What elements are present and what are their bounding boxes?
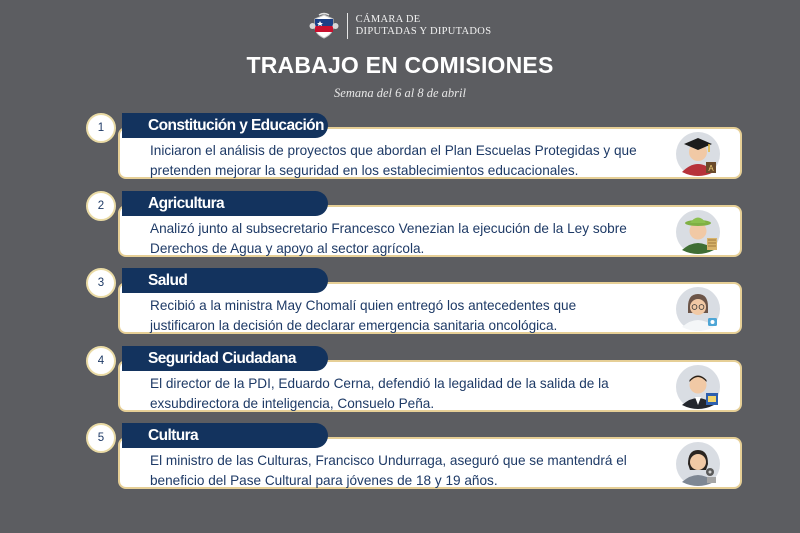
commission-tag [122, 113, 328, 138]
commission-item [86, 346, 748, 410]
commission-name: Constitución y Educación [148, 117, 324, 134]
commission-description [150, 141, 682, 181]
commission-name: Salud [148, 272, 188, 289]
description-line: justificaron la decisión de declarar emergencia sanitaria oncológica. [150, 318, 558, 333]
item-number: 1 [86, 113, 116, 143]
logo-line1: CÁMARA DE [355, 14, 421, 25]
description-line: Derechos de Agua y apoyo al sector agrícola. [150, 241, 425, 256]
commission-description [150, 219, 682, 259]
culture-icon [674, 440, 722, 488]
item-number: 5 [86, 423, 116, 453]
logo-text [356, 14, 492, 38]
description-line: pretenden mejorar la seguridad en los establecimientos educacionales. [150, 163, 579, 178]
description-line: Recibió a la ministra May Chomalí quien entregó los antecedentes que [150, 298, 577, 313]
commission-tag [122, 423, 328, 448]
commission-name: Cultura [148, 427, 199, 444]
commission-name: Seguridad Ciudadana [148, 350, 296, 367]
commission-description [150, 451, 682, 491]
page-title: TRABAJO EN COMISIONES [246, 52, 554, 78]
commission-tag [122, 191, 328, 216]
crest-icon [309, 12, 339, 40]
logo-line2: DIPUTADAS Y DIPUTADOS [355, 26, 492, 37]
detective-icon [674, 363, 722, 411]
description-line: Analizó junto al subsecretario Francesco Venezian la ejecución de la Ley sobre [150, 221, 627, 236]
commission-name: Agricultura [148, 195, 225, 212]
item-number: 4 [86, 346, 116, 376]
doctor-icon [674, 285, 722, 333]
commission-item [86, 268, 748, 332]
logo [0, 12, 800, 40]
description-line: Iniciaron el análisis de proyectos que abordan el Plan Escuelas Protegidas y que [150, 143, 637, 158]
graduate-icon [674, 130, 722, 178]
item-number: 2 [86, 191, 116, 221]
commission-tag [122, 268, 328, 293]
item-number: 3 [86, 268, 116, 298]
description-line: exsubdirectora de inteligencia, Consuelo Peña. [150, 396, 435, 411]
commission-item [86, 191, 748, 255]
commission-item [86, 113, 748, 177]
logo-divider [347, 13, 348, 39]
description-line: El ministro de las Culturas, Francisco Undurraga, aseguró que se mantendrá el [150, 453, 627, 468]
description-line: El director de la PDI, Eduardo Cerna, defendió la legalidad de la salida de la [150, 376, 609, 391]
description-line: beneficio del Pase Cultural para jóvenes de 18 y 19 años. [150, 473, 498, 488]
svg-text:A: A [708, 164, 714, 173]
farmer-icon [674, 208, 722, 256]
commission-description [150, 296, 682, 336]
page-subtitle: Semana del 6 al 8 de abril [334, 86, 466, 100]
commission-item [86, 423, 748, 487]
commission-tag [122, 346, 328, 371]
commission-description [150, 374, 682, 414]
